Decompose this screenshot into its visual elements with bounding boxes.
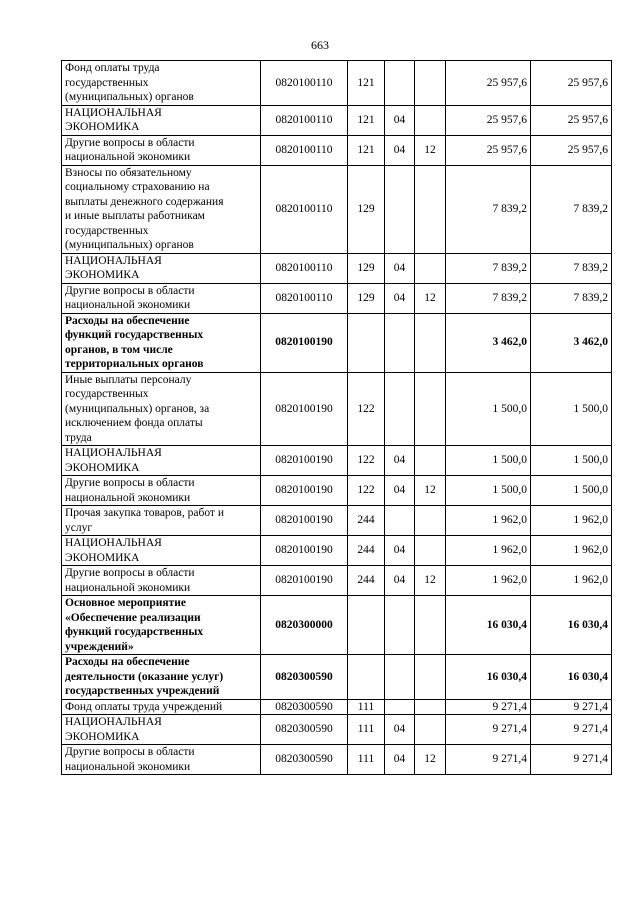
section-code — [385, 506, 415, 536]
section-code — [385, 596, 415, 655]
amount-year-2: 1 962,0 — [531, 536, 612, 566]
table-row — [62, 135, 612, 165]
subsection-code: 12 — [415, 476, 446, 506]
section-code: 04 — [385, 745, 415, 775]
amount-year-2: 16 030,4 — [531, 655, 612, 700]
row-name: Фонд оплаты труда государственных (муниципальных) органов — [62, 61, 261, 106]
amount-year-2: 1 962,0 — [531, 566, 612, 596]
subsection-code: 12 — [415, 283, 446, 313]
expense-type-code: 244 — [348, 536, 385, 566]
target-article-code: 0820300590 — [261, 699, 348, 715]
target-article-code: 0820100190 — [261, 506, 348, 536]
row-name: НАЦИОНАЛЬНАЯ ЭКОНОМИКА — [62, 536, 261, 566]
amount-year-2: 7 839,2 — [531, 283, 612, 313]
row-name: НАЦИОНАЛЬНАЯ ЭКОНОМИКА — [62, 253, 261, 283]
subsection-code: 12 — [415, 566, 446, 596]
row-name: Фонд оплаты труда учреждений — [62, 699, 261, 715]
expense-type-code: 111 — [348, 745, 385, 775]
subsection-code: 12 — [415, 745, 446, 775]
amount-year-1: 7 839,2 — [446, 165, 531, 253]
subsection-code — [415, 655, 446, 700]
row-name: Взносы по обязательному социальному страхованию на выплаты денежного содержания и иные выплаты работникам государственных (муниципальных) органов — [62, 165, 261, 253]
expense-type-code — [348, 596, 385, 655]
table-row — [62, 715, 612, 745]
amount-year-1: 9 271,4 — [446, 745, 531, 775]
section-code: 04 — [385, 105, 415, 135]
section-code — [385, 699, 415, 715]
expense-type-code: 129 — [348, 253, 385, 283]
row-name: Иные выплаты персоналу государственных (муниципальных) органов, за исключением фонда оплаты труда — [62, 372, 261, 446]
row-name: Другие вопросы в области национальной экономики — [62, 476, 261, 506]
amount-year-2: 1 500,0 — [531, 372, 612, 446]
row-name: Другие вопросы в области национальной экономики — [62, 566, 261, 596]
amount-year-1: 1 500,0 — [446, 446, 531, 476]
subsection-code — [415, 253, 446, 283]
target-article-code: 0820100110 — [261, 105, 348, 135]
target-article-code: 0820100110 — [261, 253, 348, 283]
expense-type-code: 122 — [348, 476, 385, 506]
section-code: 04 — [385, 476, 415, 506]
section-code — [385, 372, 415, 446]
subsection-code — [415, 372, 446, 446]
page-number: 663 — [311, 38, 329, 52]
amount-year-2: 1 962,0 — [531, 506, 612, 536]
section-code — [385, 165, 415, 253]
subsection-code — [415, 165, 446, 253]
subsection-code — [415, 446, 446, 476]
amount-year-1: 1 962,0 — [446, 536, 531, 566]
table-row — [62, 699, 612, 715]
target-article-code: 0820100190 — [261, 313, 348, 372]
expense-type-code: 111 — [348, 715, 385, 745]
amount-year-2: 9 271,4 — [531, 745, 612, 775]
expense-type-code: 111 — [348, 699, 385, 715]
amount-year-2: 25 957,6 — [531, 135, 612, 165]
table-row — [62, 745, 612, 775]
target-article-code: 0820300590 — [261, 745, 348, 775]
table-row — [62, 313, 612, 372]
section-code: 04 — [385, 283, 415, 313]
target-article-code: 0820100190 — [261, 536, 348, 566]
amount-year-2: 16 030,4 — [531, 596, 612, 655]
target-article-code: 0820100110 — [261, 283, 348, 313]
amount-year-1: 9 271,4 — [446, 715, 531, 745]
row-name: Прочая закупка товаров, работ и услуг — [62, 506, 261, 536]
table-row — [62, 566, 612, 596]
section-code: 04 — [385, 536, 415, 566]
table-row — [62, 61, 612, 106]
target-article-code: 0820300000 — [261, 596, 348, 655]
row-name: Другие вопросы в области национальной экономики — [62, 283, 261, 313]
table-row — [62, 165, 612, 253]
amount-year-1: 7 839,2 — [446, 283, 531, 313]
expense-type-code: 122 — [348, 446, 385, 476]
subsection-code — [415, 105, 446, 135]
target-article-code: 0820100110 — [261, 135, 348, 165]
amount-year-1: 25 957,6 — [446, 135, 531, 165]
section-code: 04 — [385, 253, 415, 283]
expense-type-code — [348, 655, 385, 700]
row-name: Другие вопросы в области национальной экономики — [62, 745, 261, 775]
row-name: НАЦИОНАЛЬНАЯ ЭКОНОМИКА — [62, 105, 261, 135]
subsection-code — [415, 313, 446, 372]
section-code: 04 — [385, 715, 415, 745]
amount-year-1: 25 957,6 — [446, 105, 531, 135]
table-row — [62, 506, 612, 536]
row-name: НАЦИОНАЛЬНАЯ ЭКОНОМИКА — [62, 715, 261, 745]
amount-year-1: 9 271,4 — [446, 699, 531, 715]
target-article-code: 0820100190 — [261, 446, 348, 476]
table-row — [62, 655, 612, 700]
amount-year-1: 1 500,0 — [446, 372, 531, 446]
section-code — [385, 61, 415, 106]
expense-type-code — [348, 313, 385, 372]
expense-type-code: 244 — [348, 506, 385, 536]
amount-year-1: 16 030,4 — [446, 655, 531, 700]
amount-year-2: 9 271,4 — [531, 715, 612, 745]
budget-table-body — [62, 61, 612, 775]
subsection-code — [415, 699, 446, 715]
table-row — [62, 476, 612, 506]
section-code: 04 — [385, 135, 415, 165]
section-code — [385, 655, 415, 700]
expense-type-code: 129 — [348, 165, 385, 253]
expense-type-code: 121 — [348, 105, 385, 135]
table-row — [62, 536, 612, 566]
target-article-code: 0820100190 — [261, 476, 348, 506]
amount-year-2: 1 500,0 — [531, 446, 612, 476]
target-article-code: 0820100190 — [261, 566, 348, 596]
table-row — [62, 446, 612, 476]
amount-year-2: 3 462,0 — [531, 313, 612, 372]
target-article-code: 0820300590 — [261, 715, 348, 745]
subsection-code — [415, 536, 446, 566]
amount-year-1: 16 030,4 — [446, 596, 531, 655]
table-row — [62, 596, 612, 655]
subsection-code — [415, 61, 446, 106]
expense-type-code: 122 — [348, 372, 385, 446]
target-article-code: 0820100110 — [261, 61, 348, 106]
expense-type-code: 129 — [348, 283, 385, 313]
amount-year-2: 7 839,2 — [531, 165, 612, 253]
table-row — [62, 253, 612, 283]
amount-year-2: 9 271,4 — [531, 699, 612, 715]
row-name: Расходы на обеспечение деятельности (оказание услуг) государственных учреждений — [62, 655, 261, 700]
section-code: 04 — [385, 446, 415, 476]
row-name: Расходы на обеспечение функций государственных органов, в том числе территориальных органов — [62, 313, 261, 372]
amount-year-2: 7 839,2 — [531, 253, 612, 283]
amount-year-2: 25 957,6 — [531, 61, 612, 106]
expense-type-code: 121 — [348, 61, 385, 106]
row-name: Основное мероприятие «Обеспечение реализации функций государственных учреждений» — [62, 596, 261, 655]
target-article-code: 0820300590 — [261, 655, 348, 700]
table-row — [62, 105, 612, 135]
amount-year-1: 1 500,0 — [446, 476, 531, 506]
subsection-code — [415, 596, 446, 655]
target-article-code: 0820100190 — [261, 372, 348, 446]
amount-year-2: 1 500,0 — [531, 476, 612, 506]
expense-type-code: 121 — [348, 135, 385, 165]
budget-table — [61, 60, 612, 775]
subsection-code: 12 — [415, 135, 446, 165]
row-name: НАЦИОНАЛЬНАЯ ЭКОНОМИКА — [62, 446, 261, 476]
amount-year-1: 25 957,6 — [446, 61, 531, 106]
subsection-code — [415, 506, 446, 536]
amount-year-2: 25 957,6 — [531, 105, 612, 135]
section-code: 04 — [385, 566, 415, 596]
amount-year-1: 7 839,2 — [446, 253, 531, 283]
amount-year-1: 3 462,0 — [446, 313, 531, 372]
amount-year-1: 1 962,0 — [446, 506, 531, 536]
row-name: Другие вопросы в области национальной экономики — [62, 135, 261, 165]
expense-type-code: 244 — [348, 566, 385, 596]
table-row — [62, 372, 612, 446]
table-row — [62, 283, 612, 313]
amount-year-1: 1 962,0 — [446, 566, 531, 596]
target-article-code: 0820100110 — [261, 165, 348, 253]
section-code — [385, 313, 415, 372]
subsection-code — [415, 715, 446, 745]
